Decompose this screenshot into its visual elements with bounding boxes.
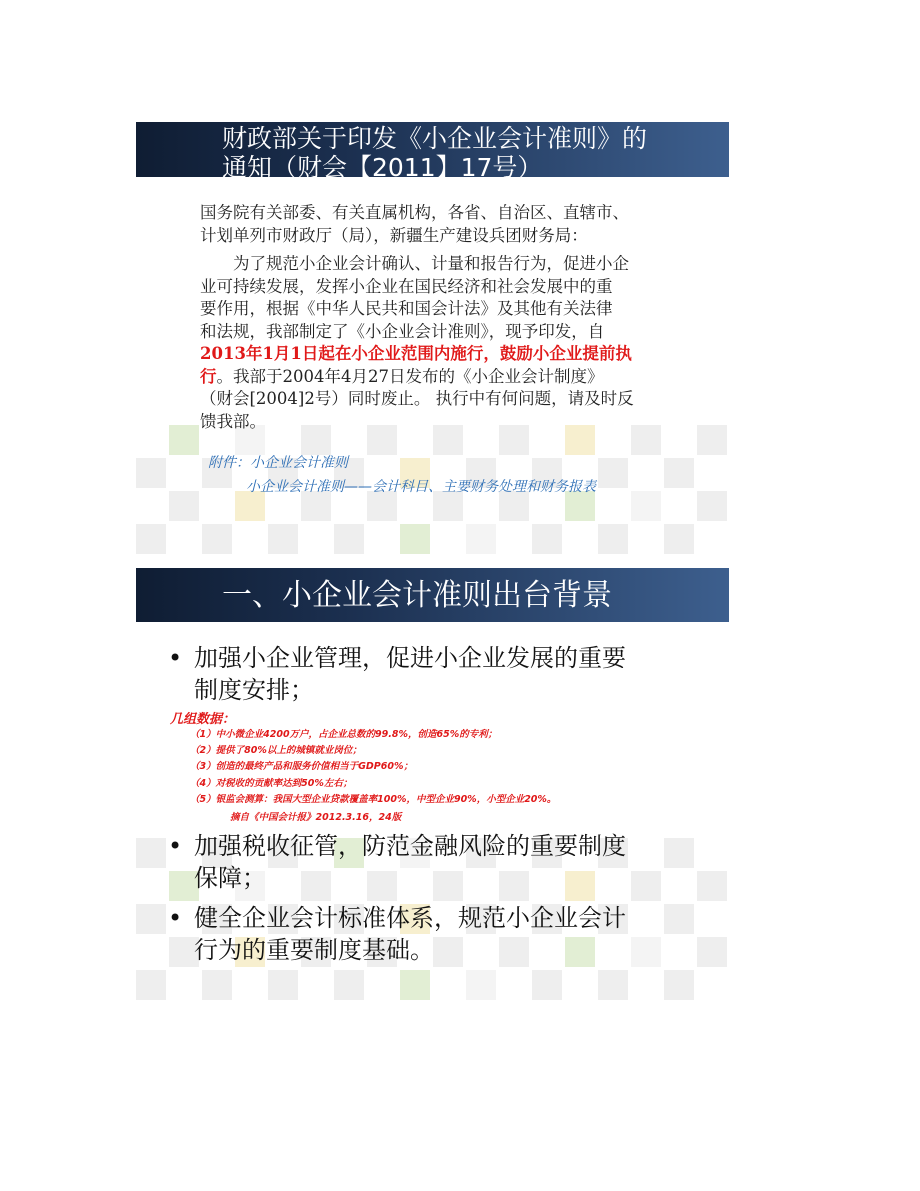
background-tile: [466, 970, 496, 1000]
background-tile: [169, 491, 199, 521]
data-source: 摘自《中国会计报》2012.3.16，24版: [230, 812, 402, 823]
title-banner: [136, 568, 729, 622]
background-tile: [697, 491, 727, 521]
background-tile: [136, 524, 166, 554]
background-tile: [664, 458, 694, 488]
bullet1-line1: 加强小企业管理，促进小企业发展的重要: [194, 644, 626, 672]
bullet-item: [168, 642, 688, 706]
background-tile: [466, 524, 496, 554]
background-tile: [169, 425, 199, 455]
body-line3: 要作用，根据《中华人民共和国会计法》及其他有关法律: [200, 299, 613, 318]
background-tile: [532, 524, 562, 554]
background-tile: [400, 524, 430, 554]
background-tile: [268, 970, 298, 1000]
title-banner: [136, 122, 729, 182]
bullet-item: [168, 902, 688, 966]
background-tile: [268, 524, 298, 554]
notice-body: [200, 253, 720, 433]
effective-date-highlight-end: 行: [200, 366, 217, 386]
background-tile: [202, 970, 232, 1000]
background-tile: [334, 970, 364, 1000]
background-tile: [136, 970, 166, 1000]
bullet-dot: •: [168, 904, 183, 932]
background-tile: [697, 871, 727, 901]
bullet-dot: •: [168, 644, 183, 672]
data-item: （4）对税收的贡献率达到50%左右；: [190, 777, 353, 789]
effective-date-highlight: 2013年1月1日起在小企业范围内施行，鼓励小企业提前执: [200, 344, 632, 363]
attachment-detail: 小企业会计准则——会计科目、主要财务处理和财务报表: [246, 479, 596, 495]
bullet3-line2: 行为的重要制度基础。: [194, 936, 434, 964]
slide-background: [136, 568, 729, 1000]
bullet3-line1: 健全企业会计标准体系，规范小企业会计: [194, 904, 626, 932]
background-tile: [136, 458, 166, 488]
background-tile: [631, 491, 661, 521]
body-line5-rest: 。我部于2004年4月27日发布的《小企业会计制度》: [216, 366, 604, 386]
salutation: [200, 202, 720, 247]
body-line4: 和法规，我部制定了《小企业会计准则》，现予印发，自: [200, 321, 605, 341]
data-item: （3）创造的最终产品和服务价值相当于GDP60%；: [190, 761, 413, 773]
background-tile: [400, 970, 430, 1000]
salutation-line2: 计划单列市财政厅（局），新疆生产建设兵团财务局：: [200, 225, 588, 245]
body-line7: 馈我部。: [200, 411, 266, 431]
salutation-line1: 国务院有关部委、有关直属机构，各省、自治区、直辖市、: [200, 203, 629, 222]
section-title: 一、小企业会计准则出台背景: [222, 578, 612, 613]
attachment-label: 附件：小企业会计准则: [208, 455, 348, 471]
background-tile: [598, 970, 628, 1000]
background-tile: [697, 937, 727, 967]
data-item: （1）中小微企业4200万户，占企业总数的99.8%，创造65%的专利；: [190, 729, 498, 740]
body-line2: 业可持续发展，发挥小企业在国民经济和社会发展中的重: [200, 276, 613, 296]
bullet2-line1: 加强税收征管，防范金融风险的重要制度: [194, 832, 626, 860]
notice-title: [222, 124, 647, 182]
notice-title-line1: 财政部关于印发《小企业会计准则》的: [222, 124, 648, 153]
background-tile: [136, 838, 166, 868]
background-tile: [334, 524, 364, 554]
background-tile: [202, 524, 232, 554]
slide-notice: [136, 122, 729, 554]
background-tile: [598, 524, 628, 554]
background-tile: [664, 524, 694, 554]
background-tile: [532, 970, 562, 1000]
background-tile: [598, 458, 628, 488]
data-heading: 几组数据：: [170, 712, 236, 727]
background-tile: [664, 970, 694, 1000]
bullet-dot: •: [168, 832, 183, 860]
notice-title-line2: 通知（财会【2011】17号）: [222, 153, 543, 182]
background-tile: [136, 904, 166, 934]
bullet1-line2: 制度安排；: [194, 676, 314, 704]
data-item: （2）提供了80%以上的城镇就业岗位；: [190, 745, 362, 757]
body-line5: [200, 366, 720, 389]
data-item: （5）银监会测算：我国大型企业贷款覆盖率100%，中型企业90%，小型企业20%。: [190, 793, 557, 805]
bullet2-line2: 保障；: [194, 864, 266, 892]
bullet-item: [168, 830, 688, 894]
data-list: [190, 727, 556, 808]
body-line6: （财会[2004]2号）同时废止。 执行中有何问题，请及时反: [200, 389, 634, 408]
body-line1: 为了规范小企业会计确认、计量和报告行为，促进小企: [233, 254, 629, 273]
